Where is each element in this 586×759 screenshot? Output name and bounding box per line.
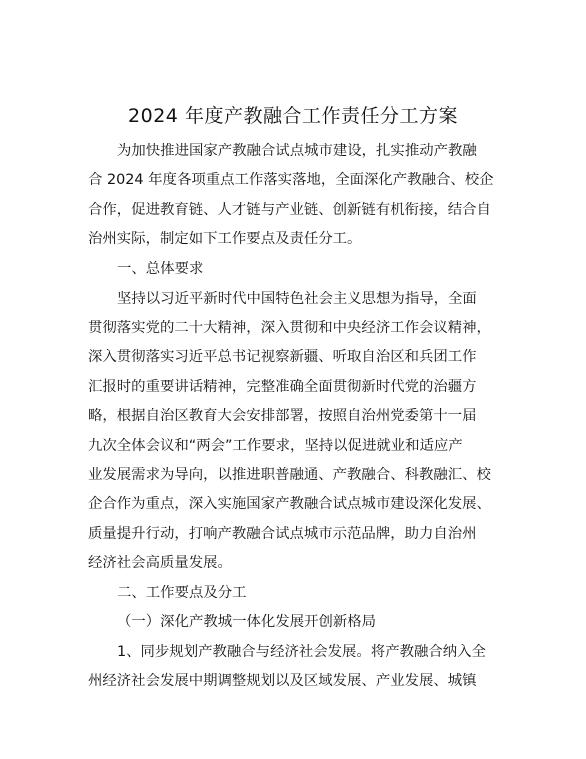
paragraph-line: 合 2024 年度各项重点工作落实落地，全面深化产教融合、校企 [88,172,494,188]
paragraph-line: 治州实际，制定如下工作要点及责任分工。 [88,231,362,247]
subsection-heading: （一）深化产教城一体化发展开创新格局 [117,614,377,630]
paragraph-line: 九次全体会议和“两会”工作要求，坚持以促进就业和适应产 [88,438,463,454]
paragraph-line: 为加快推进国家产教融合试点城市建设，扎实推动产教融 [117,143,477,159]
section-heading: 一、总体要求 [117,261,204,277]
paragraph-line: 州经济社会发展中期调整规划以及区域发展、产业发展、城镇 [88,673,477,689]
document-title: 2024 年度产教融合工作责任分工方案 [128,105,458,127]
paragraph-line: 坚持以习近平新时代中国特色社会主义思想为指导，全面 [117,291,477,307]
paragraph-line: 贯彻落实党的二十大精神，深入贯彻和中央经济工作会议精神， [88,320,491,336]
paragraph-line: 略，根据自治区教育大会安排部署，按照自治州党委第十一届 [88,408,477,424]
section-heading: 二、工作要点及分工 [117,585,247,601]
paragraph-line: 汇报时的重要讲话精神，完整准确全面贯彻新时代党的治疆方 [88,379,477,395]
paragraph-line: 企合作为重点，深入实施国家产教融合试点城市建设深化发展、 [88,496,491,512]
paragraph-line: 1、同步规划产教融合与经济社会发展。将产教融合纳入全 [117,644,486,660]
paragraph-line: 质量提升行动，打响产教融合试点城市示范品牌，助力自治州 [88,526,477,542]
paragraph-line: 业发展需求为导向，以推进职普融通、产教融合、科教融汇、校 [88,467,491,483]
paragraph-line: 深入贯彻落实习近平总书记视察新疆、听取自治区和兵团工作 [88,349,477,365]
paragraph-line: 经济社会高质量发展。 [88,555,232,571]
paragraph-line: 合作，促进教育链、人才链与产业链、创新链有机衔接，结合自 [88,202,491,218]
